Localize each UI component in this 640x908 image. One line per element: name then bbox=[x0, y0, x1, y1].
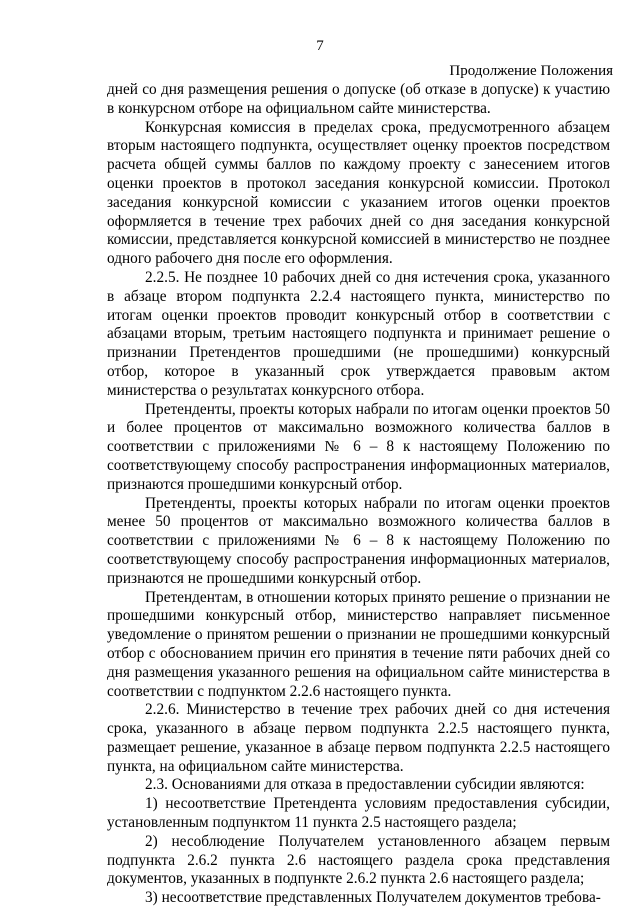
paragraph: 2.2.6. Министерство в течение трех рабочих дней со дня истечения срока, указанного в абзаце первом подпункта 2.2.5 настоящего пункта, размещает решение, указанное в абзаце первом подпункта 2.2.5 настоящего пункта, на официальном сайте министерства. bbox=[107, 701, 610, 775]
paragraph: Конкурсная комиссия в пределах срока, предусмотренного абзацем вторым настоящего подпункта, осуществляет оценку проектов посредством расчета общей суммы баллов по каждому проекту с занесением итогов оценки проектов в протокол заседания конкурсной комиссии. Протокол заседания конкурсной комиссии с указанием итогов оценки проектов оформляется в течение трех рабочих дней со дня заседания конкурсной комиссии, представляется конкурсной комиссией в министерство не позднее одного рабочего дня после его оформления. bbox=[107, 118, 610, 268]
running-header: Продолжение Положения bbox=[449, 63, 613, 79]
list-item: 1) несоответствие Претендента условиям предоставления субсидии, установленным подпунктом 11 пункта 2.5 настоящего раздела; bbox=[107, 795, 610, 832]
paragraph: дней со дня размещения решения о допуске (об отказе в допуске) к участию в конкурсном отборе на официальном сайте министерства. bbox=[107, 81, 610, 117]
list-item: 3) несоответствие представленных Получателем документов требова- bbox=[145, 889, 601, 907]
paragraph: Претендентам, в отношении которых принято решение о признании не прошедшими конкурсный отбор, министерство направляет письменное уведомление о принятом решении о признании не прошедшими конкурсный отбор с обоснованием причин его принятия в течение пяти рабочих дней со дня размещения указанного решения на официальном сайте министерства в соответствии с подпунктом 2.2.6 настоящего пункта. bbox=[107, 588, 610, 700]
paragraph: 2.3. Основаниями для отказа в предоставлении субсидии являются: bbox=[145, 776, 585, 794]
paragraph: Претенденты, проекты которых набрали по итогам оценки проектов менее 50 процентов от максимально возможного количества баллов в соответствии с приложениями № 6 – 8 к настоящему Положению по соответствующему способу распространения информационных материалов, признаются не прошедшими конкурсный отбор. bbox=[107, 494, 610, 587]
paragraph: Претенденты, проекты которых набрали по итогам оценки проектов 50 и более процентов от максимально возможного количества баллов в соответствии с приложениями № 6 – 8 к настоящему Положению по соответствующему способу распространения информационных материалов, признаются прошедшими конкурсный отбор. bbox=[107, 400, 610, 493]
page-number: 7 bbox=[316, 38, 324, 54]
paragraph: 2.2.5. Не позднее 10 рабочих дней со дня истечения срока, указанного в абзаце втором подпункта 2.2.4 настоящего пункта, министерство по итогам оценки проектов проводит конкурсный отбор в соответствии с абзацами вторым, третьим настоящего подпункта и принимает решение о признании Претендентов прошедшими (не прошедшими) конкурсный отбор, которое в указанный срок утверждается правовым актом министерства о результатах конкурсного отбора. bbox=[107, 268, 610, 399]
list-item: 2) несоблюдение Получателем установленного абзацем первым подпункта 2.6.2 пункта 2.6 настоящего раздела срока представления документов, указанных в подпункте 2.6.2 пункта 2.6 настоящего раздела; bbox=[107, 832, 610, 888]
document-body bbox=[107, 81, 610, 908]
